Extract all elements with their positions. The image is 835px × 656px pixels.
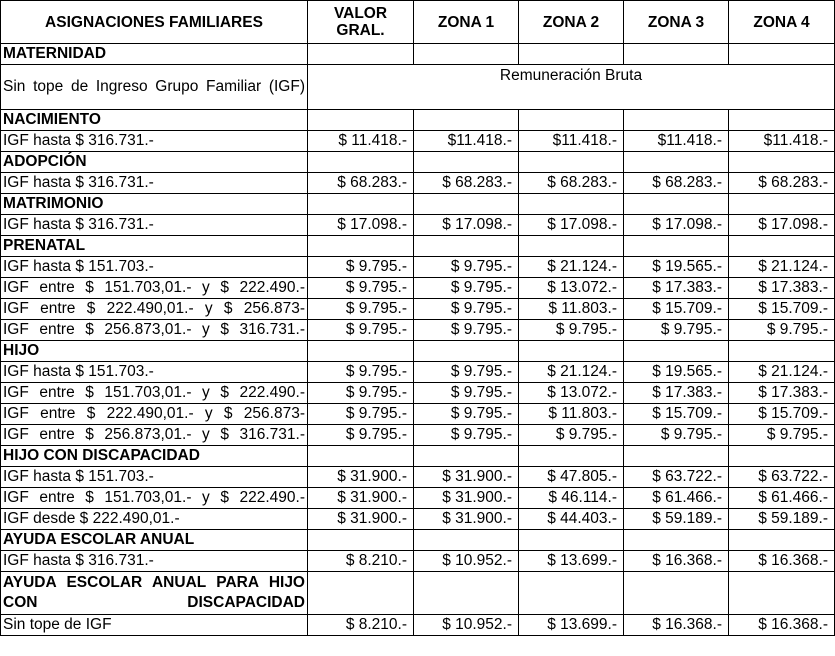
row-label: IGF entre $ 151.703,01.- y $ 222.490.- <box>1 488 308 509</box>
value-cell: $ 31.900.- <box>414 467 519 488</box>
row-label: IGF hasta $ 151.703.- <box>1 467 308 488</box>
table-row <box>1 488 835 509</box>
value-cell: $ 44.403.- <box>519 509 624 530</box>
value-cell: $ 17.383.- <box>624 383 729 404</box>
value-cell: $ 17.098.- <box>519 215 624 236</box>
row-label: IGF entre $ 256.873,01.- y $ 316.731.- <box>1 320 308 341</box>
section-title-adopcion: ADOPCIÓN <box>1 152 308 173</box>
table-row <box>1 509 835 530</box>
table-row <box>1 257 835 278</box>
table-row <box>1 383 835 404</box>
value-cell: $ 9.795.- <box>308 425 414 446</box>
value-cell: $ 13.699.- <box>519 551 624 572</box>
row-label: IGF entre $ 151.703,01.- y $ 222.490.- <box>1 383 308 404</box>
value-cell: $ 21.124.- <box>519 257 624 278</box>
value-cell: $ 9.795.- <box>624 425 729 446</box>
value-cell: $11.418.- <box>624 131 729 152</box>
value-cell: $ 63.722.- <box>624 467 729 488</box>
value-cell: $ 9.795.- <box>414 257 519 278</box>
table-row <box>1 404 835 425</box>
section-row-ayuda-escolar-anual <box>1 530 835 551</box>
value-cell: $ 15.709.- <box>729 404 835 425</box>
value-cell: $ 9.795.- <box>308 278 414 299</box>
row-label: IGF entre $ 151.703,01.- y $ 222.490.- <box>1 278 308 299</box>
value-cell: $ 13.072.- <box>519 278 624 299</box>
header-zona-2: ZONA 2 <box>519 1 624 44</box>
value-cell: $ 9.795.- <box>414 278 519 299</box>
value-cell: $ 15.709.- <box>624 404 729 425</box>
value-cell: $ 17.098.- <box>414 215 519 236</box>
value-cell: $ 10.952.- <box>414 551 519 572</box>
value-cell: $ 68.283.- <box>729 173 835 194</box>
value-cell: $ 63.722.- <box>729 467 835 488</box>
value-cell: $ 17.383.- <box>729 278 835 299</box>
section-title-nacimiento: NACIMIENTO <box>1 110 308 131</box>
table-row <box>1 215 835 236</box>
value-cell: $ 17.098.- <box>624 215 729 236</box>
value-cell: $ 10.952.- <box>414 615 519 636</box>
table-row <box>1 467 835 488</box>
section-title-maternidad: MATERNIDAD <box>1 44 308 65</box>
value-cell: $ 15.709.- <box>624 299 729 320</box>
value-cell: $ 9.795.- <box>729 425 835 446</box>
value-cell: $ 13.072.- <box>519 383 624 404</box>
maternidad-value: Remuneración Bruta <box>308 65 835 110</box>
section-row-nacimiento <box>1 110 835 131</box>
header-zona-1: ZONA 1 <box>414 1 519 44</box>
value-cell: $ 61.466.- <box>624 488 729 509</box>
table-row-maternidad <box>1 65 835 110</box>
value-cell: $11.418.- <box>729 131 835 152</box>
value-cell: $ 17.383.- <box>729 383 835 404</box>
value-cell: $ 9.795.- <box>308 362 414 383</box>
table-row <box>1 299 835 320</box>
row-label: IGF hasta $ 316.731.- <box>1 173 308 194</box>
value-cell: $ 17.383.- <box>624 278 729 299</box>
value-cell: $ 13.699.- <box>519 615 624 636</box>
section-row-ayuda-escolar-discapacidad <box>1 572 835 615</box>
value-cell: $ 19.565.- <box>624 362 729 383</box>
section-row-adopcion <box>1 152 835 173</box>
maternidad-label: Sin tope de Ingreso Grupo Familiar (IGF) <box>1 65 308 110</box>
value-cell: $ 11.418.- <box>308 131 414 152</box>
value-cell: $ 9.795.- <box>624 320 729 341</box>
value-cell: $ 8.210.- <box>308 615 414 636</box>
value-cell: $11.418.- <box>519 131 624 152</box>
row-label: IGF hasta $ 316.731.- <box>1 551 308 572</box>
value-cell: $ 68.283.- <box>519 173 624 194</box>
row-label: IGF entre $ 222.490,01.- y $ 256.873- <box>1 299 308 320</box>
value-cell: $ 9.795.- <box>414 383 519 404</box>
value-cell: $ 68.283.- <box>308 173 414 194</box>
header-row <box>1 1 835 44</box>
value-cell: $ 31.900.- <box>414 488 519 509</box>
row-label: IGF entre $ 222.490,01.- y $ 256.873- <box>1 404 308 425</box>
value-cell: $ 9.795.- <box>308 404 414 425</box>
value-cell: $ 9.795.- <box>308 299 414 320</box>
row-label: Sin tope de IGF <box>1 615 308 636</box>
value-cell: $ 19.565.- <box>624 257 729 278</box>
header-asignaciones: ASIGNACIONES FAMILIARES <box>1 1 308 44</box>
value-cell: $ 16.368.- <box>624 551 729 572</box>
section-title-matrimonio: MATRIMONIO <box>1 194 308 215</box>
section-row-hijo <box>1 341 835 362</box>
section-title-prenatal: PRENATAL <box>1 236 308 257</box>
section-row-hijo-con-discapacidad <box>1 446 835 467</box>
value-cell: $11.418.- <box>414 131 519 152</box>
value-cell: $ 59.189.- <box>729 509 835 530</box>
value-cell: $ 61.466.- <box>729 488 835 509</box>
value-cell: $ 68.283.- <box>624 173 729 194</box>
table-row <box>1 362 835 383</box>
table-row <box>1 615 835 636</box>
section-title-ayuda-escolar-discapacidad: AYUDA ESCOLAR ANUAL PARA HIJO CON DISCAPACIDAD <box>1 572 308 615</box>
value-cell: $ 9.795.- <box>414 425 519 446</box>
value-cell: $ 9.795.- <box>729 320 835 341</box>
value-cell: $ 9.795.- <box>519 320 624 341</box>
section-title-hijo: HIJO <box>1 341 308 362</box>
table-row <box>1 131 835 152</box>
value-cell: $ 46.114.- <box>519 488 624 509</box>
value-cell: $ 11.803.- <box>519 299 624 320</box>
section-row-prenatal <box>1 236 835 257</box>
value-cell: $ 9.795.- <box>308 257 414 278</box>
value-cell: $ 31.900.- <box>308 488 414 509</box>
table-row <box>1 278 835 299</box>
value-cell: $ 31.900.- <box>414 509 519 530</box>
value-cell: $ 9.795.- <box>308 383 414 404</box>
value-cell: $ 16.368.- <box>624 615 729 636</box>
header-zona-4: ZONA 4 <box>729 1 835 44</box>
value-cell: $ 68.283.- <box>414 173 519 194</box>
header-zona-3: ZONA 3 <box>624 1 729 44</box>
table-row <box>1 551 835 572</box>
value-cell: $ 9.795.- <box>414 320 519 341</box>
value-cell: $ 16.368.- <box>729 551 835 572</box>
section-title-hijo-con-discapacidad: HIJO CON DISCAPACIDAD <box>1 446 308 467</box>
row-label: IGF hasta $ 316.731.- <box>1 131 308 152</box>
value-cell: $ 31.900.- <box>308 509 414 530</box>
section-row-maternidad <box>1 44 835 65</box>
section-row-matrimonio <box>1 194 835 215</box>
header-valor-gral: VALOR GRAL. <box>308 1 414 44</box>
value-cell: $ 9.795.- <box>308 320 414 341</box>
value-cell: $ 9.795.- <box>414 299 519 320</box>
value-cell: $ 47.805.- <box>519 467 624 488</box>
value-cell: $ 17.098.- <box>308 215 414 236</box>
value-cell: $ 8.210.- <box>308 551 414 572</box>
value-cell: $ 59.189.- <box>624 509 729 530</box>
table-row <box>1 425 835 446</box>
value-cell: $ 9.795.- <box>414 404 519 425</box>
value-cell: $ 15.709.- <box>729 299 835 320</box>
value-cell: $ 17.098.- <box>729 215 835 236</box>
value-cell: $ 21.124.- <box>729 362 835 383</box>
section-title-ayuda-escolar-anual: AYUDA ESCOLAR ANUAL <box>1 530 308 551</box>
value-cell: $ 9.795.- <box>414 362 519 383</box>
value-cell: $ 21.124.- <box>519 362 624 383</box>
row-label: IGF desde $ 222.490,01.- <box>1 509 308 530</box>
value-cell: $ 16.368.- <box>729 615 835 636</box>
table-row <box>1 320 835 341</box>
row-label: IGF hasta $ 151.703.- <box>1 362 308 383</box>
value-cell: $ 21.124.- <box>729 257 835 278</box>
row-label: IGF entre $ 256.873,01.- y $ 316.731.- <box>1 425 308 446</box>
table-row <box>1 173 835 194</box>
value-cell: $ 11.803.- <box>519 404 624 425</box>
row-label: IGF hasta $ 151.703.- <box>1 257 308 278</box>
value-cell: $ 31.900.- <box>308 467 414 488</box>
value-cell: $ 9.795.- <box>519 425 624 446</box>
row-label: IGF hasta $ 316.731.- <box>1 215 308 236</box>
